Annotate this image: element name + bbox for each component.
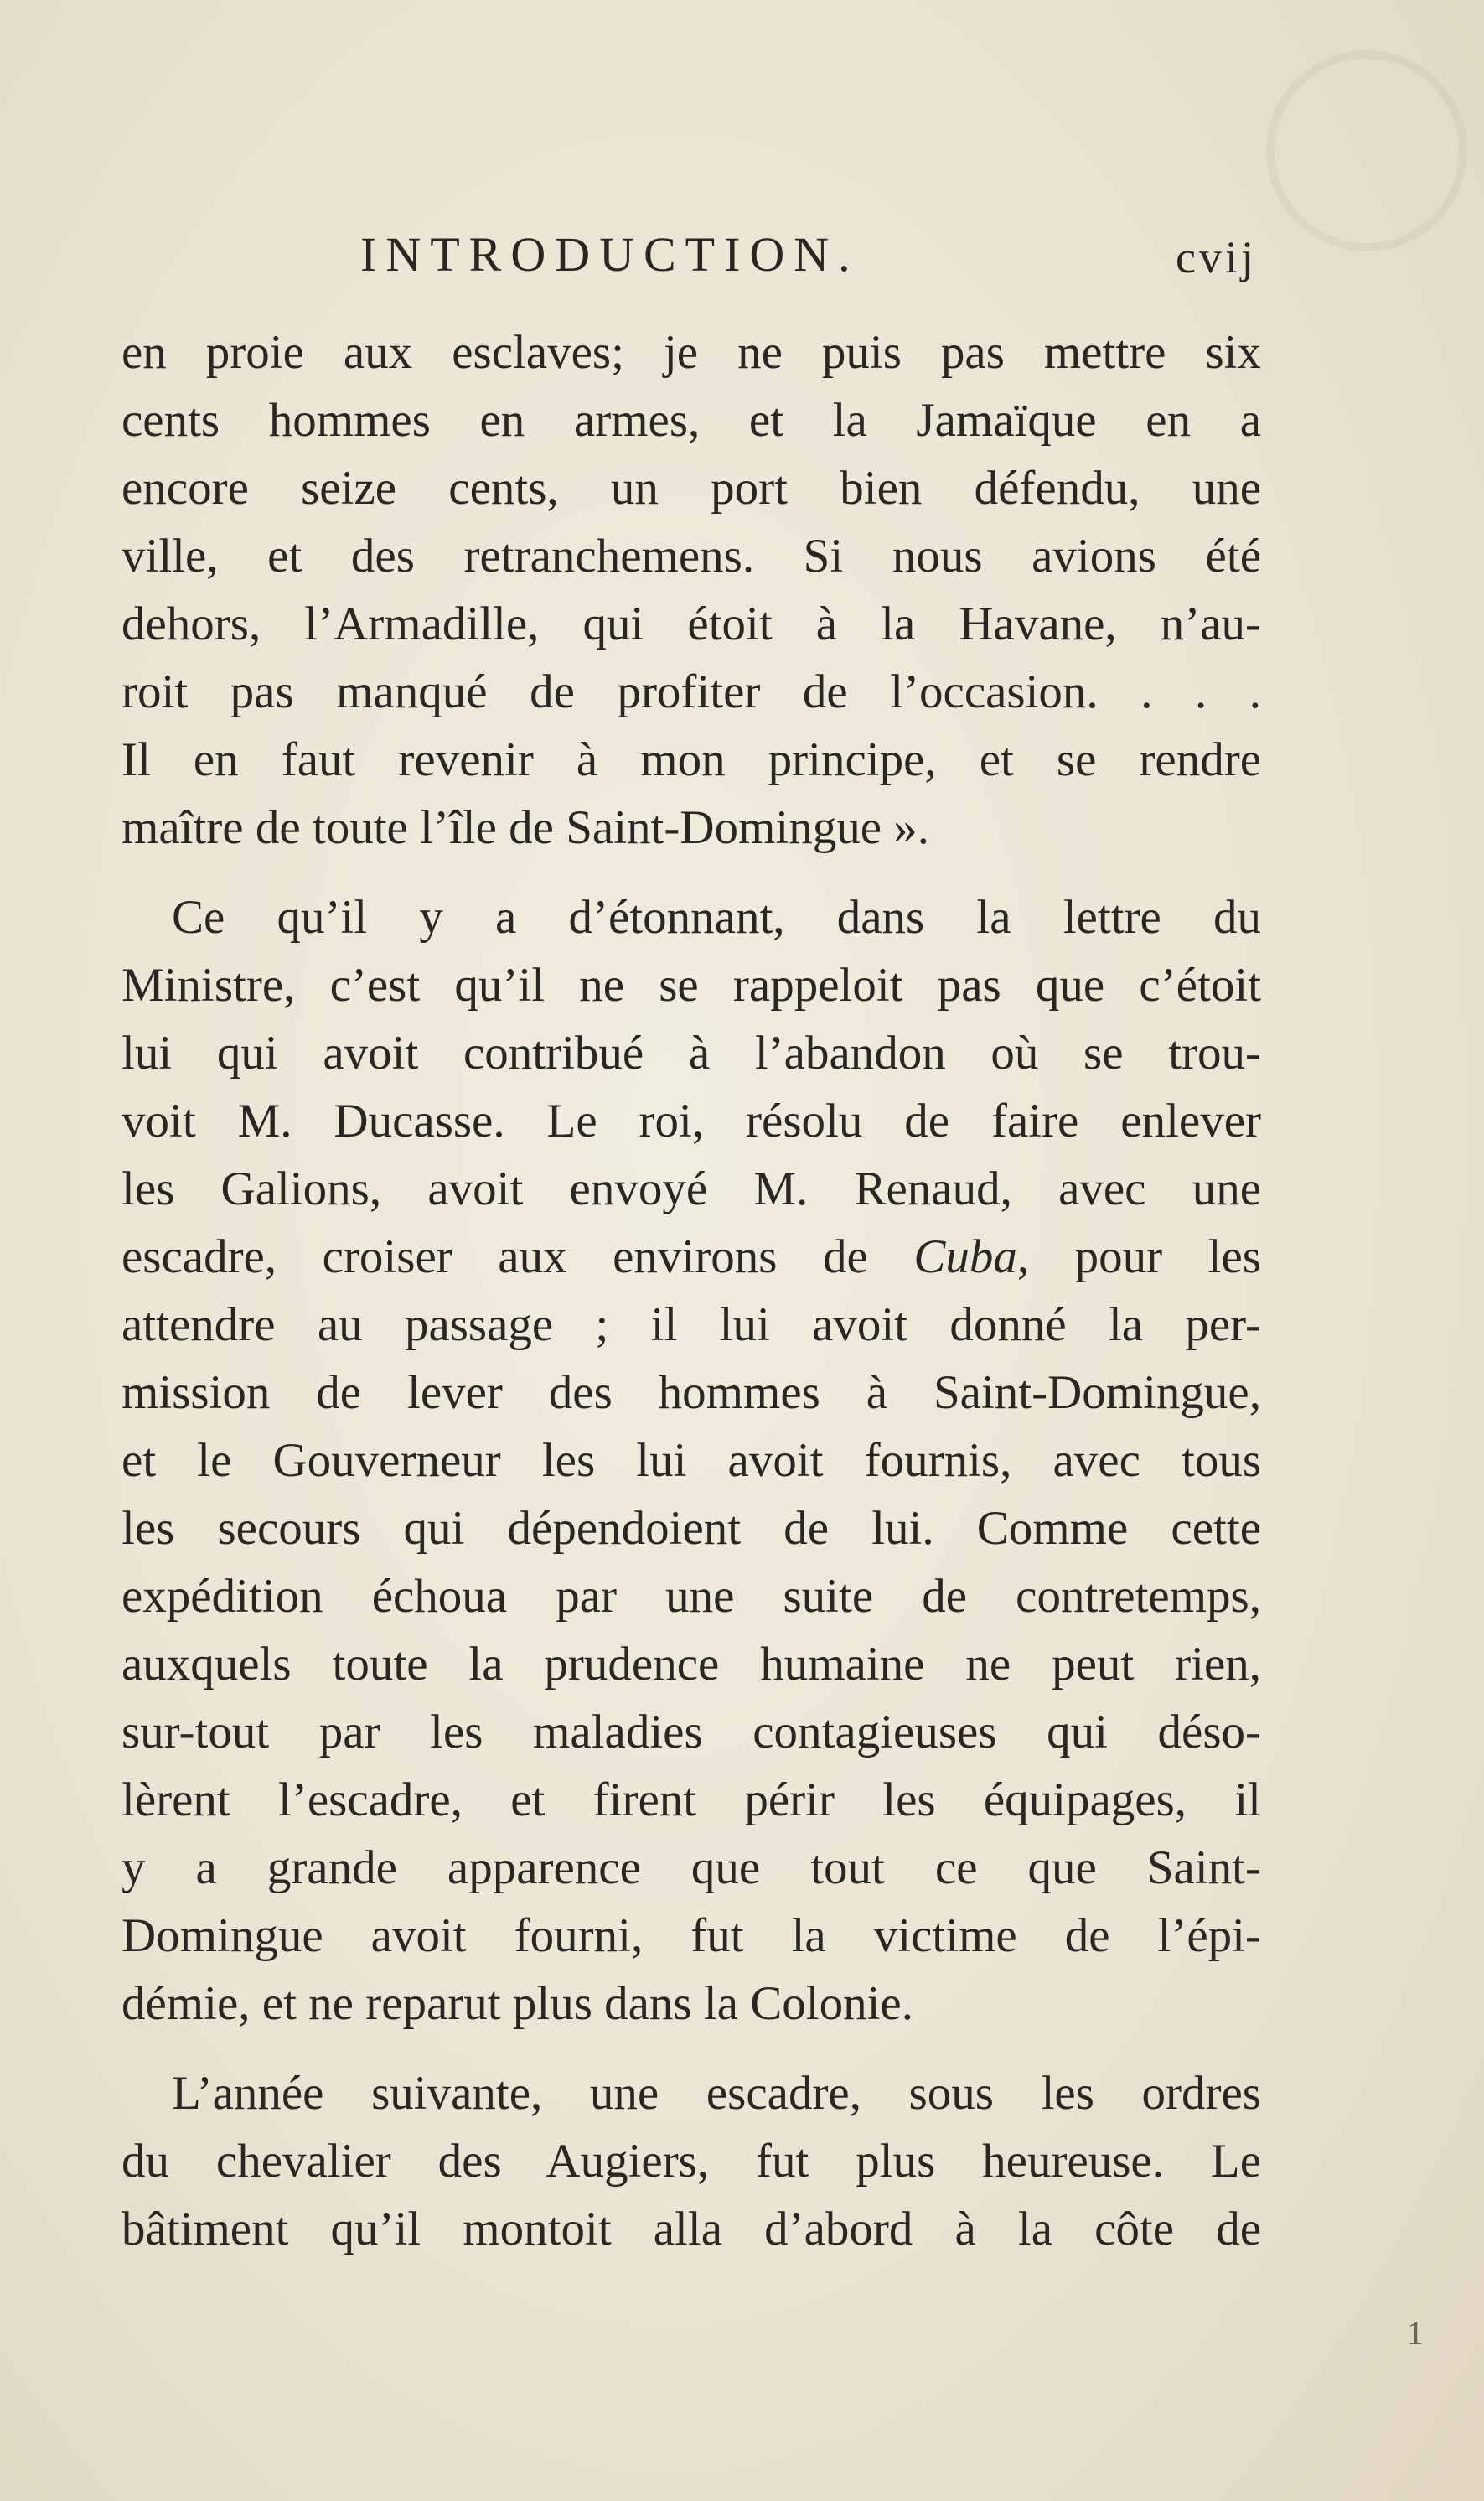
text-block	[122, 318, 1261, 2263]
text-line: Il en faut revenir à mon principe, et se rendre	[122, 733, 1261, 786]
text-line: encore seize cents, un port bien défendu, une	[122, 462, 1261, 515]
text-line: en proie aux esclaves; je ne puis pas mettre six	[122, 326, 1261, 379]
paragraph	[122, 2059, 1261, 2263]
text-line: y a grande apparence que tout ce que Saint-	[122, 1841, 1261, 1894]
text-line: lui qui avoit contribué à l’abandon où se trou-	[122, 1027, 1261, 1080]
running-title: INTRODUCTION.	[360, 227, 860, 282]
text-line: bâtiment qu’il montoit alla d’abord à la côte de	[122, 2203, 1261, 2255]
text-line: voit M. Ducasse. Le roi, résolu de faire enlever	[122, 1095, 1261, 1147]
show-through-stain	[1266, 50, 1467, 251]
paragraph	[122, 883, 1261, 2038]
text-line: maître de toute l’île de Saint-Domingue ».	[122, 801, 929, 854]
text-line: sur-tout par les maladies contagieuses qui déso-	[122, 1706, 1261, 1758]
text-line: Ministre, c’est qu’il ne se rappeloit pas que c’étoit	[122, 959, 1261, 1012]
text-line: expédition échoua par une suite de contretemps,	[122, 1570, 1261, 1623]
page-header	[126, 226, 1257, 293]
text-line: escadre, croiser aux environs de Cuba, pour les	[122, 1230, 1261, 1283]
text-line: dehors, l’Armadille, qui étoit à la Havane, n’au-	[122, 598, 1261, 650]
text-line: Ce qu’il y a d’étonnant, dans la lettre du	[172, 891, 1261, 944]
text-line: roit pas manqué de profiter de l’occasion. . . .	[122, 665, 1261, 718]
margin-mark: 1	[1407, 2314, 1424, 2352]
text-line: les Galions, avoit envoyé M. Renaud, avec une	[122, 1162, 1261, 1215]
paragraph	[122, 318, 1261, 862]
text-line: attendre au passage ; il lui avoit donné la per-	[122, 1298, 1261, 1351]
italic-word: Cuba	[913, 1230, 1017, 1283]
text-line: et le Gouverneur les lui avoit fournis, avec tous	[122, 1434, 1261, 1487]
text-line: ville, et des retranchemens. Si nous avions été	[122, 530, 1261, 583]
text-line: démie, et ne reparut plus dans la Colonie.	[122, 1977, 913, 2030]
text-line: lèrent l’escadre, et firent périr les équipages, il	[122, 1773, 1261, 1826]
text-line: du chevalier des Augiers, fut plus heureuse. Le	[122, 2135, 1261, 2188]
text-line: mission de lever des hommes à Saint-Domingue,	[122, 1366, 1261, 1419]
text-line: Domingue avoit fourni, fut la victime de l’épi-	[122, 1909, 1261, 1962]
page-number: cvij	[1176, 232, 1257, 282]
text-line: cents hommes en armes, et la Jamaïque en a	[122, 394, 1261, 447]
text-line: auxquels toute la prudence humaine ne peut rien,	[122, 1638, 1261, 1691]
text-line: les secours qui dépendoient de lui. Comme cette	[122, 1502, 1261, 1555]
text-line: L’année suivante, une escadre, sous les ordres	[172, 2067, 1261, 2120]
